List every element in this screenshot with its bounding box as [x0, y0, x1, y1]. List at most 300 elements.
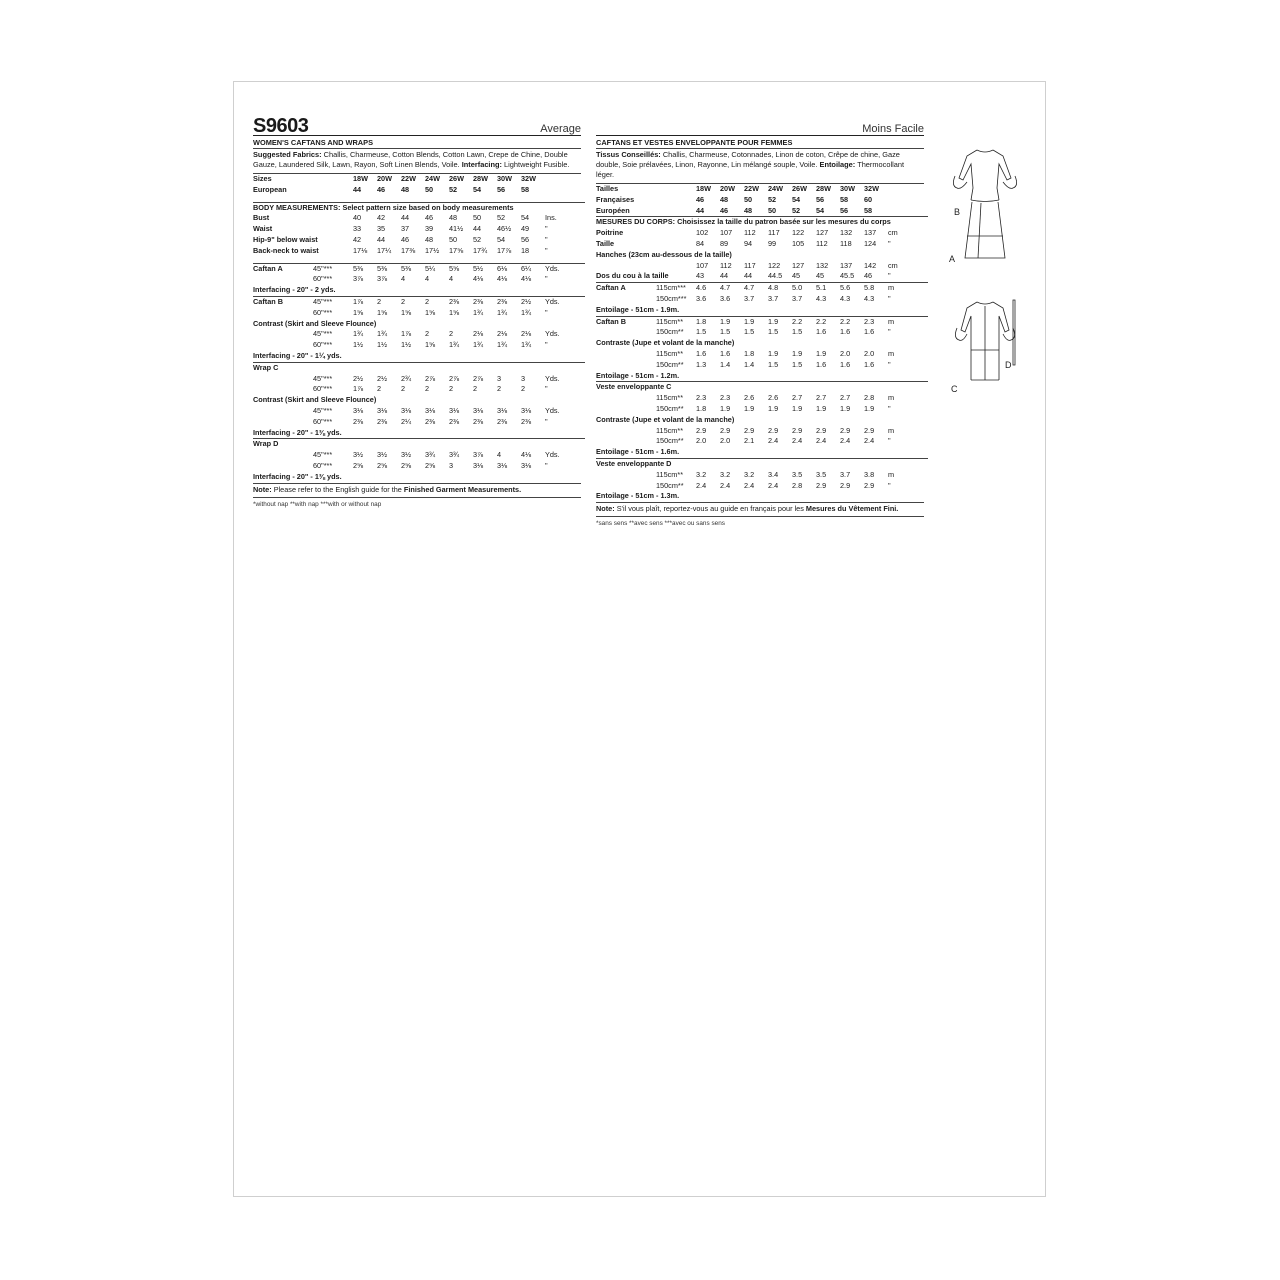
table-cell [656, 239, 696, 250]
row-label [253, 329, 313, 340]
section-label: Contraste (Jupe et volant de la manche) [596, 338, 735, 348]
difficulty-level: Average [540, 123, 581, 135]
table-cell: " [545, 384, 548, 394]
row-label: Françaises [596, 194, 635, 204]
table-row [596, 393, 928, 404]
table-cell: m [888, 316, 928, 327]
table-cell: 24W [425, 174, 441, 183]
table-cell: 2⅜ [521, 416, 532, 426]
table-cell: 2¼ [401, 416, 412, 426]
section-label: Interfacing - 20" - 1⅜ yds. [253, 427, 342, 437]
table-cell: 1½ [353, 340, 364, 350]
row-label [253, 417, 313, 428]
row-label [596, 426, 656, 437]
table-cell: 48 [720, 194, 729, 204]
table-cell [313, 246, 353, 257]
table-cell: 46 [401, 234, 410, 244]
table-cell: 122 [768, 260, 781, 270]
table-cell: 4.3 [864, 293, 875, 303]
table-cell: 2.2 [792, 316, 816, 327]
row-label: Taille [596, 238, 615, 248]
table-cell: cm [888, 260, 898, 270]
table-cell: 3.2 [720, 469, 731, 479]
table-cell: 2⅝ [377, 460, 388, 470]
table-cell: 3.5 [816, 469, 827, 479]
table-row [596, 415, 928, 426]
table-row [596, 436, 928, 447]
table-cell: 17⅞ [497, 245, 512, 255]
table-cell: 1.9 [720, 316, 744, 327]
row-label [253, 340, 313, 351]
table-cell: 54 [473, 184, 482, 194]
table-cell: 5⅜ [401, 263, 425, 274]
table-cell: 17⅜ [401, 245, 416, 255]
table-cell: 41½ [449, 224, 464, 234]
table-row [596, 305, 928, 316]
section-label: Veste enveloppante D [596, 458, 928, 469]
table-cell: 46 [425, 213, 434, 223]
table-cell: " [888, 403, 891, 413]
table-cell: 60 [864, 194, 873, 204]
table-cell: 2¾ [401, 373, 412, 383]
table-cell [313, 185, 353, 196]
table-cell: 2 [473, 384, 478, 394]
table-cell: 127 [816, 228, 829, 238]
table-cell: 2⅛ [521, 329, 532, 339]
row-label: European [253, 184, 287, 194]
suggested-fabrics: Suggested Fabrics: Challis, Charmeuse, Cotton Blends, Cotton Lawn, Crepe de Chine, Double Gauze, Laundered Silk, Lawn, Rayon, Soft Linen Blends, Voile. Interfacing: Lightweight Fusible. [253, 150, 570, 169]
table-cell: 2.4 [744, 480, 755, 490]
table-cell: 115cm*** [656, 283, 696, 294]
table-cell [545, 174, 585, 185]
table-cell: 122 [792, 228, 805, 238]
table-cell [888, 184, 928, 195]
table-cell: 2.4 [720, 480, 731, 490]
table-row [596, 458, 928, 469]
table-cell: 1¾ [521, 340, 532, 350]
table-cell: 142 [864, 260, 877, 270]
table-cell: 3 [521, 373, 526, 383]
table-cell: 17½ [425, 245, 440, 255]
table-cell: 2½ [521, 296, 545, 307]
table-cell: 50 [744, 194, 753, 204]
table-row [253, 340, 585, 351]
table-cell: 2 [521, 384, 526, 394]
table-cell: 1.6 [864, 327, 875, 337]
caftan-a-b-sketch [953, 150, 1016, 258]
table-cell: " [888, 271, 891, 281]
table-cell: 45.5 [840, 271, 855, 281]
table-cell: 89 [720, 238, 729, 248]
table-cell: " [888, 359, 891, 369]
table-cell: 28W [816, 184, 832, 193]
row-label [596, 261, 656, 272]
row-label: Tailles [596, 184, 619, 193]
table-cell: 1¾ [521, 307, 532, 317]
table-cell: m [888, 283, 928, 294]
section-label: Interfacing - 20" - 1⅜ yds. [253, 471, 342, 481]
table-cell: 3.7 [792, 293, 803, 303]
table-cell: 17¾ [473, 245, 488, 255]
table-cell: 6¼ [521, 263, 545, 274]
table-cell: 2 [425, 296, 449, 307]
table-cell: 17¼ [377, 245, 392, 255]
table-cell: 1⅞ [401, 329, 412, 339]
table-cell: 44 [353, 184, 362, 194]
table-cell: 1.6 [816, 327, 827, 337]
table-cell: 4.6 [696, 283, 720, 294]
table-cell: 26W [449, 174, 465, 183]
table-cell: 5⅝ [449, 263, 473, 274]
section-label: Interfacing - 20" - 1¼ yds. [253, 350, 342, 360]
table-cell: 56 [521, 234, 530, 244]
table-row [596, 360, 928, 371]
table-cell: 45"*** [313, 405, 333, 415]
table-cell: 1.6 [696, 348, 707, 358]
table-cell [656, 195, 696, 206]
table-cell: 115cm** [656, 393, 684, 403]
table-cell [313, 213, 353, 224]
table-cell: 2.9 [816, 425, 827, 435]
table-row [253, 296, 585, 307]
table-cell: 44 [401, 213, 410, 223]
table-cell: 52 [497, 213, 506, 223]
table-cell: " [545, 274, 548, 284]
table-cell: 35 [377, 224, 386, 234]
table-cell: 2 [425, 329, 430, 339]
table-cell: 2⅝ [425, 460, 436, 470]
difficulty-level: Moins Facile [862, 123, 924, 135]
table-cell: 3 [497, 373, 502, 383]
table-cell: 1.9 [840, 403, 851, 413]
table-cell: 50 [473, 213, 482, 223]
table-cell: 3.6 [720, 293, 731, 303]
table-row [596, 491, 928, 502]
table-cell: 56 [497, 184, 506, 194]
section-label: Entoilage - 51cm - 1.3m. [596, 491, 680, 501]
table-cell: 1.5 [768, 359, 779, 369]
table-cell: 60"*** [313, 384, 333, 394]
table-cell: 1.5 [720, 327, 731, 337]
row-label [596, 327, 656, 338]
table-cell: 22W [744, 184, 760, 193]
table-cell: 150cm** [656, 359, 684, 369]
table-row [253, 329, 585, 340]
row-label: Dos du cou à la taille [596, 271, 669, 281]
table-cell: 3⅛ [377, 405, 388, 415]
table-cell: 60"*** [313, 460, 333, 470]
table-cell: 2⅜ [449, 416, 460, 426]
table-cell: 99 [768, 238, 777, 248]
table-cell: 2.0 [696, 436, 707, 446]
table-cell: 4.3 [816, 293, 827, 303]
row-label: Caftan B [596, 316, 656, 327]
row-label [596, 349, 656, 360]
table-cell: 3⅛ [425, 405, 436, 415]
row-label: Européen [596, 205, 630, 215]
table-cell: cm [888, 228, 898, 238]
table-cell: 45 [792, 271, 801, 281]
table-cell: 45"*** [313, 296, 353, 307]
table-row [253, 235, 585, 246]
table-cell: 2.4 [696, 480, 707, 490]
table-cell: 115cm** [656, 469, 684, 479]
table-cell: 2 [377, 384, 382, 394]
table-cell: 5⅜ [377, 263, 401, 274]
table-cell: 2.1 [744, 436, 755, 446]
table-cell [656, 184, 696, 195]
table-cell: 2⅜ [377, 416, 388, 426]
table-cell: 2 [449, 384, 454, 394]
table-cell: 48 [744, 205, 753, 215]
table-cell: 1.3 [696, 359, 707, 369]
suggested-fabrics: Tissus Conseillés: Challis, Charmeuse, Cotonnades, Linon de coton, Crêpe de chine, Gaze double, Soie prélavées, Linon, Rayonne, Lin mélangé souple, Voile. Entoilage: Thermocollant léger. [596, 150, 905, 179]
table-cell: 1.9 [720, 403, 731, 413]
table-cell: 37 [401, 224, 410, 234]
table-cell: 2.2 [840, 316, 864, 327]
table-cell: 2⅛ [473, 329, 484, 339]
table-cell: 2⅜ [449, 296, 473, 307]
row-label: Caftan A [253, 263, 313, 274]
measurement-table [596, 184, 928, 502]
table-cell: 94 [744, 238, 753, 248]
table-cell: 2.9 [840, 480, 851, 490]
table-cell: m [888, 469, 895, 479]
table-cell: 50 [449, 234, 458, 244]
table-cell: 1.9 [744, 316, 768, 327]
table-row [253, 285, 585, 296]
table-cell: 2 [497, 384, 502, 394]
table-cell: " [545, 307, 548, 317]
table-cell: 3⅛ [497, 405, 508, 415]
table-cell: 3⅞ [377, 274, 388, 284]
table-row [596, 338, 928, 349]
table-cell: 1.9 [816, 348, 827, 358]
table-cell: 3⅛ [449, 405, 460, 415]
table-cell: 2.6 [768, 393, 779, 403]
table-cell: 18W [696, 184, 712, 193]
table-cell: 20W [720, 184, 736, 193]
table-row [253, 174, 585, 185]
table-cell: 2.9 [840, 425, 851, 435]
table-cell: 1⅝ [401, 307, 412, 317]
table-cell: 5.8 [864, 283, 888, 294]
table-cell: 150cm** [656, 327, 684, 337]
table-cell: 3⅞ [473, 450, 484, 460]
table-cell: 1¾ [377, 329, 388, 339]
table-cell: 3¾ [425, 450, 436, 460]
table-cell: 3½ [377, 450, 388, 460]
table-row [596, 426, 928, 437]
table-cell: 2⅜ [497, 296, 521, 307]
table-cell: 48 [401, 184, 410, 194]
row-label [253, 274, 313, 285]
view-label-d: D [1005, 360, 1012, 370]
footnote: *sans sens **avec sens ***avec ou sans sens [596, 520, 725, 528]
table-cell: " [888, 436, 891, 446]
table-cell: 39 [425, 224, 434, 234]
table-cell: 52 [473, 234, 482, 244]
table-row [253, 374, 585, 385]
table-cell: 2⅜ [473, 416, 484, 426]
table-cell: 1.9 [768, 316, 792, 327]
table-cell: 4⅛ [521, 274, 532, 284]
table-row [596, 294, 928, 305]
table-row [596, 217, 928, 228]
table-cell: 102 [696, 228, 709, 238]
row-label: Caftan A [596, 283, 656, 294]
row-label [596, 470, 656, 481]
table-cell: 60"*** [313, 307, 333, 317]
table-cell: 4.8 [768, 283, 792, 294]
table-cell: 137 [840, 260, 853, 270]
table-cell: 1⅝ [425, 340, 436, 350]
table-cell: 2.3 [696, 393, 707, 403]
table-cell: 45"*** [313, 329, 333, 339]
table-cell: 45 [816, 271, 825, 281]
french-column [596, 113, 924, 527]
table-cell: 48 [449, 213, 458, 223]
table-cell: 4⅛ [473, 274, 484, 284]
table-cell: 2⅜ [497, 416, 508, 426]
table-cell: 60"*** [313, 416, 333, 426]
table-cell: 84 [696, 238, 705, 248]
row-label [253, 384, 313, 395]
table-cell: 2 [425, 384, 430, 394]
table-cell: " [888, 293, 891, 303]
table-cell: 150cm** [656, 403, 684, 413]
table-cell: 58 [840, 194, 849, 204]
table-row [596, 250, 928, 261]
row-label [596, 404, 656, 415]
table-cell: 32W [864, 184, 880, 193]
table-cell: " [545, 460, 548, 470]
row-label: Caftan B [253, 296, 313, 307]
table-cell: m [888, 393, 895, 403]
note: Note: Please refer to the English guide for the Finished Garment Measurements. [253, 483, 581, 498]
table-cell: 1¾ [497, 307, 508, 317]
table-cell: 137 [864, 228, 877, 238]
table-row [253, 213, 585, 224]
table-cell: 18 [521, 245, 530, 255]
table-cell: 2½ [377, 373, 388, 383]
table-cell: 2.9 [720, 425, 731, 435]
table-row [253, 406, 585, 417]
table-row [596, 261, 928, 272]
table-cell: 3.7 [768, 293, 779, 303]
table-cell: 1⅝ [449, 307, 460, 317]
table-cell: 52 [768, 194, 777, 204]
table-cell: 42 [353, 234, 362, 244]
table-cell: Yds. [545, 405, 560, 415]
table-row [253, 461, 585, 472]
table-cell: 5.1 [816, 283, 840, 294]
table-row [253, 263, 585, 274]
table-cell: 1.9 [864, 403, 875, 413]
table-row [596, 316, 928, 327]
table-cell: 132 [816, 260, 829, 270]
pattern-title: WOMEN'S CAFTANS AND WRAPS [253, 138, 373, 147]
table-cell: 1.6 [840, 327, 851, 337]
table-row [253, 246, 585, 257]
table-cell [313, 174, 353, 185]
table-row [596, 382, 928, 393]
table-cell: 3.5 [792, 469, 803, 479]
table-cell: 3.8 [864, 469, 875, 479]
table-cell: 1.9 [768, 348, 779, 358]
table-cell: 1.9 [816, 403, 827, 413]
table-cell [313, 224, 353, 235]
table-cell: 5⅜ [353, 263, 377, 274]
table-row [596, 371, 928, 382]
row-label: Poitrine [596, 228, 624, 238]
section-label: MESURES DU CORPS: Choisissez la taille du patron basée sur les mesures du corps [596, 217, 928, 228]
section-label: Contrast (Skirt and Sleeve Flounce) [253, 395, 377, 405]
table-cell: Yds. [545, 296, 585, 307]
table-cell: 127 [792, 260, 805, 270]
row-label [596, 294, 656, 305]
table-cell: 4 [497, 450, 502, 460]
table-cell [656, 206, 696, 217]
table-cell: 3 [449, 460, 454, 470]
table-cell: 2.9 [864, 425, 875, 435]
table-cell: 3.4 [768, 469, 779, 479]
table-cell: 18W [353, 174, 369, 183]
table-cell: 2.9 [744, 425, 755, 435]
table-row [596, 271, 928, 282]
table-cell: 1¾ [449, 340, 460, 350]
table-row [253, 450, 585, 461]
table-cell: 2⅜ [353, 416, 364, 426]
table-row [253, 439, 585, 450]
table-cell: " [545, 234, 548, 244]
view-label-b: B [954, 207, 961, 217]
table-cell: 1.4 [744, 359, 755, 369]
table-row [253, 428, 585, 439]
table-cell: 107 [696, 260, 709, 270]
table-cell: 1¾ [473, 340, 484, 350]
table-cell: 50 [768, 205, 777, 215]
table-cell: 2⅜ [473, 296, 497, 307]
table-cell: 3⅛ [401, 405, 412, 415]
table-cell: 42 [377, 213, 386, 223]
table-cell: 105 [792, 238, 805, 248]
table-row [253, 185, 585, 196]
table-cell: 52 [449, 184, 458, 194]
table-cell: 2 [377, 296, 401, 307]
table-cell: 40 [353, 213, 362, 223]
table-row [596, 404, 928, 415]
table-cell: 58 [521, 184, 530, 194]
section-label: Contrast (Skirt and Sleeve Flounce) [253, 318, 377, 328]
table-cell: 3⅛ [497, 460, 508, 470]
table-cell: 2.0 [840, 348, 851, 358]
table-cell: 2 [401, 384, 406, 394]
section-label: Entoilage - 51cm - 1.2m. [596, 370, 680, 380]
table-cell: " [545, 245, 548, 255]
section-label: Hanches (23cm au-dessous de la taille) [596, 249, 732, 259]
table-cell: 3⅛ [521, 460, 532, 470]
table-row [253, 395, 585, 406]
table-row [253, 202, 585, 213]
table-cell: 2⅝ [353, 460, 364, 470]
table-row [596, 195, 928, 206]
table-cell: 50 [425, 184, 434, 194]
table-cell: 54 [792, 194, 801, 204]
table-cell: 20W [377, 174, 393, 183]
english-column [253, 113, 581, 508]
table-cell: 1½ [401, 340, 412, 350]
